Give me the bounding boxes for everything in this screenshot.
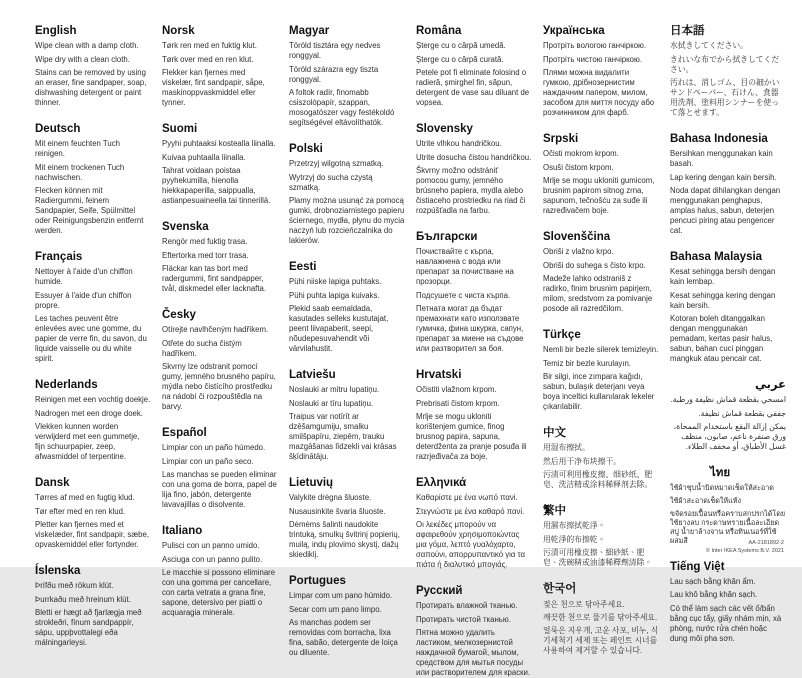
language-section-sv [162,221,278,294]
instruction-text: 汚れは、消しゴム、目の細かいサンドペーパー、石けん、食器用洗剤、塗料用シンナーを使って落とせます。 [670,78,780,118]
instruction-text: امسحي بقطعة قماش نظيفة ورطبة. [670,395,786,405]
instruction-text: Протирать влажной тканью. [416,601,518,611]
instruction-text: As manchas podem ser removidas com borracha, lixa fina, sabão, detergente de loiça ou diluente. [289,618,398,658]
instruction-text: Nettoyer à l'aide d'un chiffon humide. [35,267,133,287]
instruction-text: Bir silgi, ince zımpara kağıdı, sabun, bulaşık deterjanı veya boya inceltici kullanılarak lekeler çıkarılabilir. [543,372,655,412]
instruction-text: Asciuga con un panno pulito. [162,554,263,564]
instruction-text: Plekid saab eemaldada, kasutades selleks kustutajat, peent liivapaberit, seepi, nõudepesuvahendit või värvilahustit. [289,304,389,353]
instruction-text: Pühi puhta lapiga kuivaks. [289,290,380,300]
instruction-text: Noda dapat dihilangkan dengan menggunakan penghapus, amplas halus, sabun, deterjen pencuci piring atau pengencer cat. [670,186,781,235]
instruction-text: 污漬可用橡皮擦、細砂紙、肥皂、洗碗精或油漆稀釋劑清除。 [543,548,653,568]
instruction-text: Flecken können mit Radiergummi, feinem Sandpapier, Seife, Spülmittel oder Reinigungsbenzin entfernt werden. [35,186,144,235]
language-title-hu: Magyar [289,25,330,37]
language-title-ms: Bahasa Malaysia [670,250,763,263]
language-section-lv [289,369,405,462]
language-section-lt [289,477,405,560]
instruction-text: Þrífðu með rökum klút. [35,581,114,591]
instruction-text: Șterge cu o cârpă umedă. [416,41,506,51]
language-title-en: English [35,25,77,37]
language-section-id [670,133,786,236]
instruction-text: Noslauki ar tīru lupatiņu. [289,398,374,408]
instruction-text: Οι λεκέδες μπορούν να αφαιρεθούν χρησιμοποιώντας μια γόμα, λεπτό γυαλόχαρτο, σαπούνι, απορρυπαντικό για τα πιάτα ή διαλυτικό μπογιάς. [416,520,525,569]
instruction-text: Pletter kan fjernes med et viskelæder, fint sandpapir, sæbe, opvaskemiddel eller fortynder. [35,520,149,550]
instruction-text: Wipe clean with a damp cloth. [35,41,139,51]
instruction-text: Петната могат да бъдат премахнати като използвате гумичка, фина шкурка, сапун, препарат за миене на съдове или разтворител за боя. [416,304,524,353]
column-1 [35,25,151,648]
instruction-text: Las manchas se pueden eliminar con una goma de borra, papel de lija fino, jabón, detergente lavavajillas o disolvente. [162,470,277,510]
instruction-text: Mrlje se mogu ukloniti gumicom, brusnim papirom sitnog zrna, sapunom, tečnošću za suđe ili razređivačem boje. [543,176,655,216]
language-title-et: Eesti [289,260,317,273]
instruction-text: Limpiar con un paño seco. [162,456,254,466]
copyright-notice: © Inter IKEA Systems B.V. 2021 [705,547,784,554]
instruction-text: Obriši do suhega s čisto krpo. [543,260,646,270]
language-title-pt: Portugues [289,574,346,587]
instruction-text: Eftertorka med torr trasa. [162,250,249,260]
language-title-it: Italiano [162,525,203,538]
language-title-cs: Česky [162,309,196,322]
instruction-text: ใช้ผ้าสะอาดเช็ดให้แห้ง [670,495,742,505]
language-section-ro [416,25,532,108]
language-section-fi [162,123,278,206]
language-section-pl [289,143,405,246]
instruction-text: Плями можна видалити гумкою, дрібнозернистим наждачним папером, милом, засобом для миття посуду або розчинником для фарб. [543,68,655,118]
language-title-ja: 日本語 [670,25,705,37]
language-section-en [35,25,151,108]
instruction-text: Kotoran boleh ditanggalkan dengan menggunakan pemadam, kertas pasir halus, sabun, bahan cuci pinggan mangkuk atau pencair cat. [670,314,773,363]
language-title-zh-tw: 繁中 [543,505,566,518]
language-section-ar [670,379,786,452]
instruction-text: Temiz bir bezle kurulayın. [543,358,631,368]
instruction-text: 用濕布擦拭乾淨。 [543,521,606,531]
instruction-text: ขจัดรอยเปื้อนหรือคราบสกปรกได้โดยใช้ยางลบ กระดาษทรายเนื้อละเอียด สบู่ น้ำยาล้างจาน หรือทินเนอร์ที่ใช้ผสมสี [670,508,786,546]
language-section-ru [416,585,532,678]
language-title-ar: عربي [755,378,786,391]
instruction-text: Utrite vlhkou handričkou. [416,139,502,149]
instruction-text: 깨끗한 천으로 물기를 닦아주세요. [543,612,658,622]
language-title-lv: Latviešu [289,368,336,381]
instruction-text: Почиствайте с кърпа, навлажнена с вода или препарат за почистване на прозорци. [416,247,514,287]
language-section-da [35,477,151,550]
instruction-text: きれいな布でから拭きしてください。 [670,54,780,74]
column-2 [162,25,278,618]
language-section-tr [543,329,659,412]
language-section-el [416,477,532,570]
instruction-text: Skvrny lze odstranit pomocí gumy, jemného brusného papíru, mýdla nebo čistícího prostředku na nádobí či rozpouštědla na barvy. [162,362,276,412]
language-section-sl [543,231,659,314]
instruction-text: Przetrzyj wilgotną szmatką. [289,159,384,169]
instruction-text: 用湿布擦拭。 [543,443,590,453]
language-title-bg: Български [416,231,478,244]
language-title-ko: 한국어 [543,583,577,596]
document-number: AA-2181892-2 [748,539,784,546]
instruction-text: Stains can be removed by using an eraser, fine sandpaper, soap, dishwashing detergent or paint thinner. [35,68,147,108]
language-title-th: ไทย [710,466,731,479]
language-title-hr: Hrvatski [416,368,462,381]
language-section-ms [670,251,786,364]
instruction-text: يمكن إزالة البقع باستخدام الممحاة، ورق صنفرة ناعم، صابون، منظف غسل الأطباق، أو مخفف الطلاء. [673,422,786,451]
language-section-vi [670,561,786,644]
column-5 [543,25,659,656]
language-title-sr: Srpski [543,133,579,145]
language-title-fi: Suomi [162,123,198,136]
language-section-th [670,467,786,546]
column-6 [670,25,786,643]
instruction-text: Obriši z vlažno krpo. [543,247,614,257]
language-section-bg [416,231,532,354]
language-section-de [35,123,151,236]
instruction-text: Limpar com um pano húmido. [289,591,393,601]
instruction-text: Traipus var notīrīt ar dzēšamgumiju, smalku smilšpapīru, ziepēm, trauku mazgāšanas līdzekli vai krāsas šķīdinātāju. [289,412,397,461]
language-section-sr [543,133,659,216]
language-title-es: Español [162,427,207,440]
instruction-text: Essuyer à l'aide d'un chiffon propre. [35,290,132,310]
instruction-text: Škvrny možno odstrániť pomocou gumy, jemného brúsneho papiera, mydla alebo čistiaceho prostriedku na riad či rozpúšťadla na farbu. [416,166,526,216]
instruction-text: Prebrisati čistom krpom. [416,398,500,408]
instruction-text: Kuivaa puhtaalla liinalla. [162,152,246,162]
language-title-lt: Lietuvių [289,476,334,489]
language-section-pt [289,575,405,658]
language-title-ro: Româna [416,25,462,37]
instruction-text: Otírejte navlhčeným hadříkem. [162,325,269,335]
instruction-text: Протирать чистой тканью. [416,614,511,624]
instruction-text: A foltok radír, finomabb csiszolópapír, szappan, mosogatószer vagy festékoldó segítségével eltávolíthatók. [289,88,395,127]
document-footer [706,539,784,556]
instruction-text: Utrite dosucha čistou handričkou. [416,152,532,162]
language-title-da: Dansk [35,476,70,489]
instruction-text: 污渍可利用橡皮擦、细砂纸、肥皂、洗洁精或涂料稀释剂去除。 [543,470,653,490]
instruction-text: Flekker kan fjernes med viskelær, fint sandpapir, såpe, maskinoppvaskmiddel eller tynner. [162,68,265,108]
language-section-cs [162,309,278,412]
instruction-text: Očisti mokrom krpom. [543,149,619,159]
instruction-text: Wipe dry with a clean cloth. [35,54,130,64]
language-title-id: Bahasa Indonesia [670,133,768,145]
language-title-is: Íslenska [35,565,81,577]
instruction-text: Reinigen met een vochtig doekje. [35,395,151,405]
language-title-no: Norsk [162,25,195,37]
instruction-text: Noslauki ar mitru lupatiņu. [289,385,380,395]
instruction-text: Secar com um pano limpo. [289,604,382,614]
language-section-it [162,525,278,618]
instruction-text: Καθαρίστε με ένα νωπό πανί. [416,493,518,503]
language-title-sk: Slovensky [416,123,473,136]
instruction-text: Lap kering dengan kain bersih. [670,172,777,182]
instruction-text: Bletti er hægt að fjarlægja með strokleðri, fínum sandpappír, sápu, uppþvottalegi eða málningarleysi. [35,608,142,648]
instruction-text: Tørres af med en fugtig klud. [35,493,135,503]
language-section-ja [670,25,786,118]
instruction-text: Lau sạch bằng khăn ẩm. [670,576,756,586]
instruction-text: 얼룩은 지우개, 고운 사포, 비누, 식기세척기 세제 또는 페인트 시너를 사용하여 제거할 수 있습니다. [543,626,659,656]
instruction-text: Протріть чистою ганчіркою. [543,54,642,64]
language-section-et [289,261,405,354]
instruction-text: Протріть вологою ганчіркою. [543,41,647,51]
instruction-text: Madeže lahko odstraniš z radirko, finim brusnim papirjem, milom, sredstvom za pomivanje posode ali razredčilom. [543,274,653,314]
instruction-text: Nusausinkite švaria šluoste. [289,506,386,516]
column-3 [289,25,405,658]
instruction-text: 水拭きしてください。 [670,41,748,51]
instruction-text: Nadrogen met een droge doek. [35,408,143,418]
language-title-zh-cn: 中文 [543,427,566,440]
instruction-text: Töröld tisztára egy nedves ronggyal. [289,41,381,61]
language-section-hr [416,369,532,462]
instruction-text: Tahrat voidaan poistaa pyyhekumilla, hienolla hiekkapaperilla, saippualla, astianpesuaineella tai tinnerillä. [162,166,271,206]
language-section-es [162,427,278,510]
instruction-text: Wytrzyj do sucha czystą szmatką. [289,172,373,192]
language-title-tr: Türkçe [543,329,581,342]
instruction-text: Vlekken kunnen worden verwijderd met een gummetje, fijn schuurpapier, zeep, afwasmiddel of terpentine. [35,422,140,461]
language-section-ko [543,583,659,656]
instruction-text: Dėmėms šalinti naudokite trintuką, smulkų švitrinį popierių, muilą, indų plovimo skystį, dažų skiediklį. [289,520,400,559]
instruction-text: Bersihkan menggunakan kain basah. [670,149,773,169]
instruction-text: Plamy można usunąć za pomocą gumki, drobnoziarnistego papieru ściernego, mydła, płynu do mycia naczyń lub rozcieńczalnika do lakierów. [289,196,405,245]
instruction-text: Пятна можно удалить ластиком, мелкозернистой наждачной бумагой, мылом, средством для мытья посуды или растворителем для краски. [416,628,531,677]
instruction-text: Tør efter med en ren klud. [35,506,126,516]
language-title-sv: Svenska [162,221,209,234]
instruction-text: Mrlje se mogu ukloniti korištenjem gumice, finog brusnog papira, sapuna, deterdženta za pranje posuđa ili razrjeđivača za boje. [416,412,527,461]
instruction-text: Pulisci con un panno umido. [162,541,260,551]
instruction-text: Kesat sehingga kering dengan kain bersih. [670,290,776,310]
instruction-text: Þurrkaðu með hreinum klút. [35,594,131,604]
language-section-fr [35,251,151,364]
language-title-sl: Slovenščina [543,231,611,244]
language-title-de: Deutsch [35,123,81,136]
instruction-text: Le macchie si possono eliminare con una gomma per cancellare, con carta vetrata a grana fine, sapone, detersivo per piatti o acquaragia minerale. [162,568,276,618]
language-section-uk [543,25,659,118]
language-section-nl [35,379,151,462]
instruction-text: Nemli bir bezle silerek temizleyin. [543,345,659,355]
language-section-no [162,25,278,108]
instruction-text: Подсушете с чиста кърпа. [416,290,511,300]
instruction-text: Tørk over med en ren klut. [162,54,254,64]
language-title-el: Ελληνικά [416,476,467,489]
language-title-pl: Polski [289,142,323,155]
language-title-ru: Русский [416,584,463,597]
instruction-text: Les taches peuvent être enlevées avec une gomme, du papier de verre fin, du savon, du liquide vaisselle ou du white spirit. [35,314,147,363]
instruction-text: Rengör med fuktig trasa. [162,237,248,247]
instruction-text: Șterge cu o cârpă curată. [416,54,504,64]
instruction-text: Mit einem trockenen Tuch nachwischen. [35,162,125,182]
instruction-text: ใช้ผ้าชุบน้ำบิดหมาดเช็ดให้สะอาด [670,483,774,493]
instruction-text: جففي بقطعة قماش نظيفة. [698,408,786,418]
instruction-text: Có thể làm sạch các vết ố/bẩn bằng cục tẩy, giấy nhám mịn, xà phòng, nước rửa chén hoặc dung môi pha sơn. [670,603,782,643]
language-section-zh-tw [543,505,659,568]
language-title-nl: Nederlands [35,378,98,391]
instruction-text: Valykite drėgna šluoste. [289,493,372,503]
language-section-zh-cn [543,427,659,490]
instruction-text: 젖은 천으로 닦아주세요. [543,599,625,609]
instruction-text: Limpiar con un paño húmedo. [162,443,266,453]
instruction-text: 用乾淨的布擦乾。 [543,534,606,544]
instruction-text: Lau khô bằng khăn sạch. [670,590,758,600]
instruction-text: Στεγνώστε με ένα καθαρό πανί. [416,506,525,516]
instruction-text: Otřete do sucha čistým hadříkem. [162,338,242,358]
instruction-text: Pyyhi puhtaaksi kostealla liinalla. [162,139,276,149]
instruction-text: Pühi niiske lapiga puhtaks. [289,277,382,287]
language-title-uk: Українська [543,25,605,37]
language-section-hu [289,25,405,128]
instruction-text: Petele pot fi eliminate folosind o radieră, șmirghel fin, săpun, detergent de vase sau diluant de vopsea. [416,68,530,108]
language-title-vi: Tiếng Việt [670,560,725,573]
instruction-text: Töröld szárazra egy tiszta ronggyal. [289,64,379,84]
language-section-is [35,565,151,648]
column-4 [416,25,532,677]
instruction-text: Fläckar kan tas bort med radergummi, fint sandpapper, tvål, diskmedel eller lacknafta. [162,264,267,294]
instruction-text: Mit einem feuchten Tuch reinigen. [35,139,120,159]
instruction-text: 然后用干净布块擦干。 [543,456,621,466]
language-title-fr: Français [35,250,83,263]
instruction-text: Kesat sehingga bersih dengan kain lembap. [670,267,776,287]
language-section-sk [416,123,532,216]
instruction-text: Osuši čistom krpom. [543,162,614,172]
instruction-text: Tørk ren med en fuktig klut. [162,41,257,51]
instruction-text: Očistiti vlažnom krpom. [416,385,497,395]
